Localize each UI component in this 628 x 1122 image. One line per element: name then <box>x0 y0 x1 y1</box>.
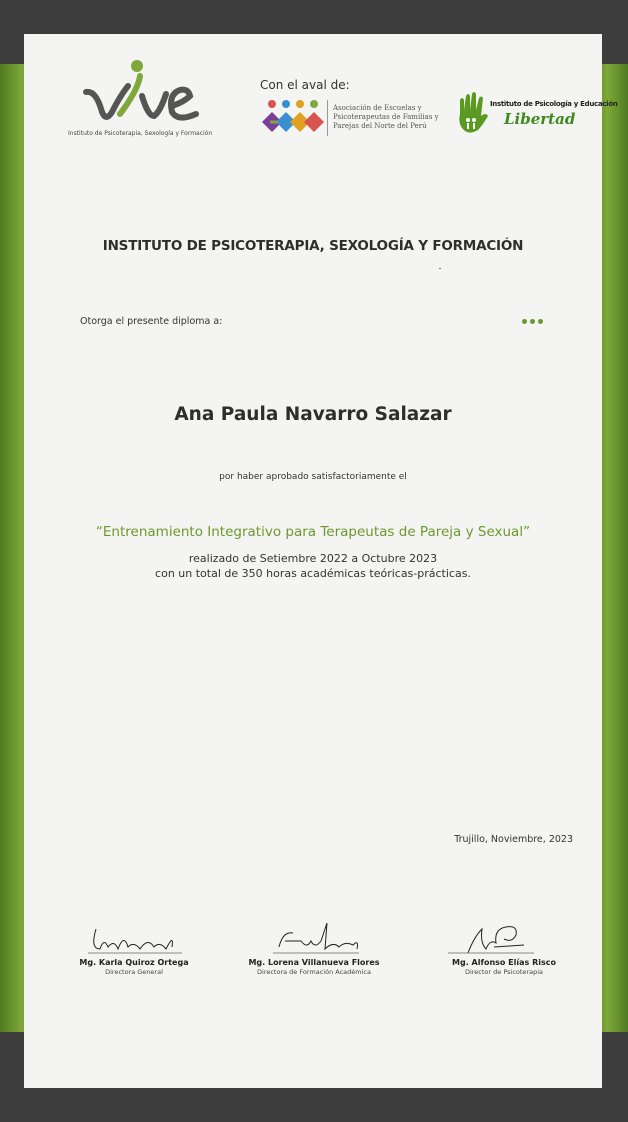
signature-1 <box>70 919 200 959</box>
signature-name-3: Mg. Alfonso Elías Risco <box>452 958 556 967</box>
course-dates: realizado de Setiembre 2022 a Octubre 2023 <box>188 552 438 565</box>
place-date: Trujillo, Noviembre, 2023 <box>454 834 573 845</box>
signature-role-3: Director de Psicoterapia <box>464 968 544 976</box>
diploma-paper <box>24 34 618 1088</box>
aval-label: Con el aval de: <box>260 78 350 92</box>
course-details <box>24 551 602 581</box>
signature-role-1: Directora General <box>105 968 163 976</box>
libertad-logo <box>452 90 618 136</box>
course-title: “Entrenamiento Integrativo para Terapeutas de Pareja y Sexual” <box>95 524 531 540</box>
association-divider <box>327 100 328 136</box>
libertad-title: Instituto de Psicología y Educación <box>490 100 618 108</box>
otorga-text: Otorga el presente diploma a: <box>80 316 223 327</box>
course-hours: con un total de 350 horas académicas teóricas-prácticas. <box>155 567 471 580</box>
signature-name-1: Mg. Karla Quiroz Ortega <box>79 958 189 967</box>
decorative-dot <box>439 268 441 269</box>
three-dots-ornament <box>522 319 543 324</box>
association-text: Asociación de Escuelas y Psicoterapeutas de Familias y Parejas del Norte del Perú <box>333 104 439 130</box>
signature-3 <box>434 919 564 959</box>
institute-title: INSTITUTO DE PSICOTERAPIA, SEXOLOGÍA Y FORMACIÓN <box>102 238 524 254</box>
signature-name-2: Mg. Lorena Villanueva Flores <box>248 958 380 967</box>
aprobado-text: por haber aprobado satisfactoriamente el <box>219 472 407 482</box>
recipient-name: Ana Paula Navarro Salazar <box>174 404 452 425</box>
libertad-name: Libertad <box>504 110 576 128</box>
signature-role-2: Directora de Formación Académica <box>257 968 371 976</box>
vive-caption: Instituto de Psicoterapia, Sexología y Formación <box>68 130 213 137</box>
signature-2 <box>249 919 379 959</box>
association-logo <box>260 96 326 138</box>
hand-icon <box>452 90 492 136</box>
